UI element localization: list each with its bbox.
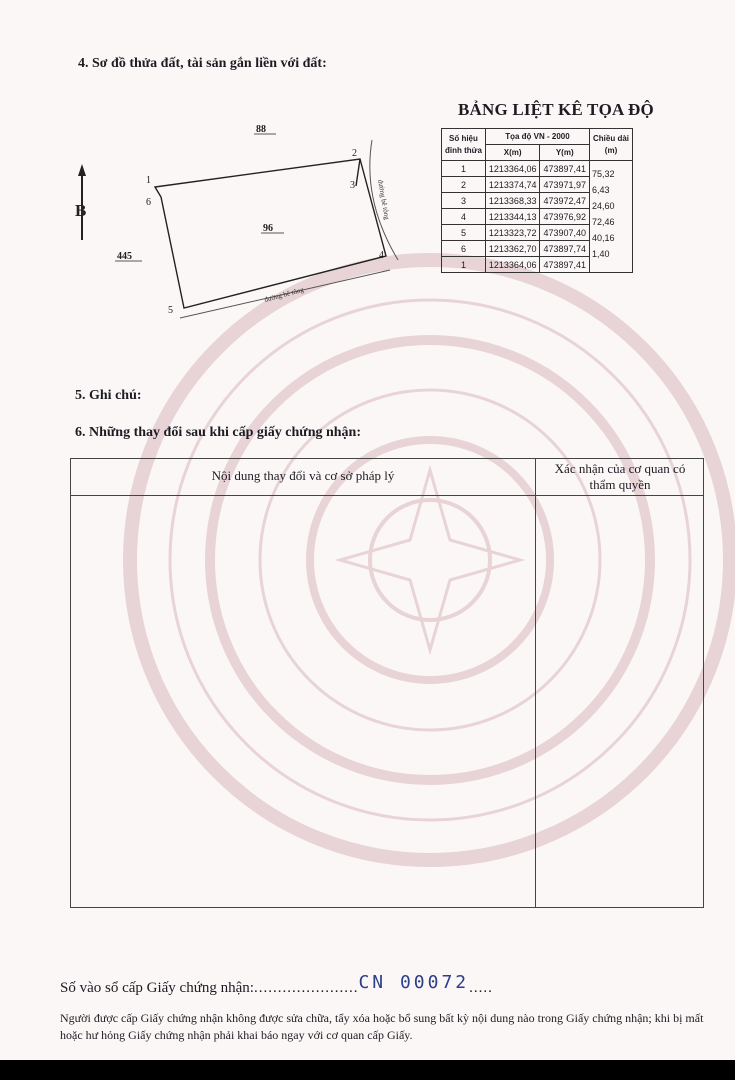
north-label: B <box>75 201 87 220</box>
parcel-number: 96 <box>263 223 273 234</box>
header-system: Tọa độ VN - 2000 <box>485 129 589 145</box>
road-bottom-label: đường bê tông <box>263 285 305 304</box>
section-6-title: 6. Những thay đổi sau khi cấp giấy chứng nhận: <box>75 425 362 440</box>
point-label-4: 4 <box>379 250 384 261</box>
table-row: 2 1213374,74 473971,97 <box>442 177 633 193</box>
table-row: 6 1213362,70 473897,74 <box>442 241 633 257</box>
point-label-1: 1 <box>146 175 151 186</box>
changes-header-confirmation: Xác nhận của cơ quan có thẩm quyền <box>554 461 686 492</box>
header-x: X(m) <box>485 145 540 161</box>
length-column <box>590 161 633 273</box>
point-label-5: 5 <box>168 305 173 316</box>
registry-line <box>60 972 493 997</box>
road-right-label: đường bê tông <box>376 178 391 221</box>
point-label-2: 2 <box>352 148 357 159</box>
header-length: Chiều dài (m) <box>590 129 633 161</box>
bottom-edge <box>0 1060 735 1080</box>
length-2-3: 6,43 <box>592 185 610 195</box>
length-1-2: 75,32 <box>592 169 615 179</box>
header-point: Số hiệu đỉnh thửa <box>442 129 486 161</box>
table-row: 1 1213364,06 473897,41 75,32 6,43 24,60 72,46 40,16 1,40 <box>442 161 633 177</box>
coord-table-title: BẢNG LIỆT KÊ TỌA ĐỘ <box>458 100 654 119</box>
coordinate-table <box>441 128 633 273</box>
table-row: 5 1213323,72 473907,40 <box>442 225 633 241</box>
section-5-title: 5. Ghi chú: <box>75 388 142 403</box>
header-y: Y(m) <box>540 145 590 161</box>
changes-column-divider <box>535 459 536 907</box>
table-row: 1 1213364,06 473897,41 <box>442 257 633 273</box>
registry-label: Số vào sổ cấp Giấy chứng nhận: <box>60 980 254 996</box>
length-5-6: 40,16 <box>592 233 615 243</box>
parcel-diagram <box>60 110 440 330</box>
changes-table <box>70 458 704 908</box>
point-label-6: 6 <box>146 197 151 208</box>
neighbor-left: 445 <box>117 251 132 262</box>
registry-dots-trail: ..... <box>469 980 493 996</box>
north-arrow-head <box>78 164 86 176</box>
neighbor-top: 88 <box>256 124 266 135</box>
registry-dots: ...................... <box>253 980 359 996</box>
length-3-4: 24,60 <box>592 201 615 211</box>
point-label-3: 3 <box>350 180 355 191</box>
registry-number: CN 00072 <box>358 972 470 993</box>
length-4-5: 72,46 <box>592 217 615 227</box>
table-row: 3 1213368,33 473972,47 <box>442 193 633 209</box>
changes-header-content: Nội dung thay đổi và cơ sở pháp lý <box>211 468 395 483</box>
section-4-title: 4. Sơ đồ thửa đất, tài sản gắn liền với đất: <box>78 56 327 71</box>
usage-note: Người được cấp Giấy chứng nhận không được sửa chữa, tẩy xóa hoặc bổ sung bất kỳ nội dung nào trong Giấy chứng nhận; khi bị mất hoặc hư hỏng Giấy chứng nhận phải khai báo ngay với cơ quan cấp Giấy. <box>60 1011 704 1042</box>
length-6-1: 1,40 <box>592 249 610 259</box>
table-row: 4 1213344,13 473976,92 <box>442 209 633 225</box>
